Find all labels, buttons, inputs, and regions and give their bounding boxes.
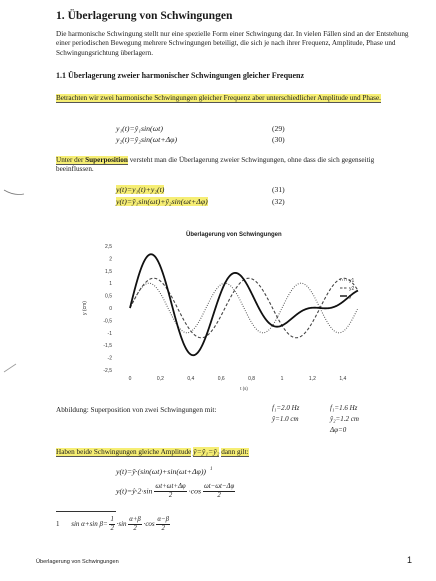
y-tick-label: -2 [107, 355, 112, 362]
fn-fraction-2-den: 2 [161, 525, 165, 532]
y-tick-label: 1 [109, 281, 112, 288]
x-tick-label: 0,2 [156, 376, 164, 382]
fn-fraction-1-num: α+β [129, 516, 141, 523]
param-f2: f₁=1.6 Hz [330, 404, 358, 412]
equation-b-cos: ·cos [188, 486, 201, 496]
equation-number-29: (29) [272, 124, 285, 133]
fn-fraction-0-num: 1 [110, 516, 114, 523]
fraction-2-num: ωt−ωt−Δφ [203, 483, 235, 490]
y-tick-label: -2,5 [103, 368, 112, 374]
footnote-sin: ·sin [116, 520, 127, 529]
equation-number-30: (30) [272, 135, 285, 144]
x-tick-label: 0,6 [217, 376, 225, 382]
equation-31-text: y(t)=y₁(t)+y₂(t) [116, 185, 165, 194]
page-number: 1 [407, 555, 413, 565]
x-tick-label: 0,4 [187, 376, 195, 382]
legend-label-y: y [349, 294, 352, 300]
x-tick-label: 0 [128, 376, 132, 382]
equation-29: y₁(t)=ŷ₁sin(ωt) [116, 124, 163, 133]
fn-fraction-1-den: 2 [133, 525, 137, 532]
para2-start: Unter der [56, 156, 86, 164]
fraction-1-den: 2 [168, 492, 173, 499]
fn-fraction-2 [156, 516, 170, 533]
equation-32-text: y(t)=ŷ₁sin(ωt)+ŷ₂sin(ωt+Δφ) [116, 197, 208, 206]
highlighted-text: Betrachten wir zwei harmonische Schwingungen gleicher Frequenz aber unterschiedlicher Amplitude und Phase. [56, 94, 381, 102]
equation-a-text: y(t)=ŷ·(sin(ωt)+sin(ωt+Δφ)) [116, 467, 207, 476]
x-axis-label: t (s) [240, 386, 248, 391]
y-tick-label: -1,5 [103, 343, 112, 350]
section-heading: 1.1 Überlagerung zweier harmonischer Schwingungen gleicher Frequenz [56, 71, 305, 80]
paragraph-3 [56, 447, 356, 457]
param-f1: f₁=2.0 Hz [272, 404, 300, 412]
y-tick-label: -1 [107, 330, 112, 337]
para3-end: dann gilt: [221, 448, 249, 456]
fn-fraction-2-num: α−β [157, 516, 169, 523]
fn-fraction-1 [128, 516, 142, 533]
equation-b-prefix: y(t)=ŷ·2·sin [116, 486, 153, 496]
y-tick-label: 2 [109, 256, 112, 263]
para3-text: Haben beide Schwingungen gleiche Amplitude [56, 448, 192, 456]
superposition-term: Superposition [85, 156, 128, 164]
footnote-separator [56, 511, 116, 512]
chart-title: Überlagerung von Schwingungen [186, 232, 282, 238]
x-tick-label: 1 [280, 376, 284, 382]
para2-rest: versteht man die Überlagerung zweier Schwingungen, ohne dass die sich gegenseitig beeinflussen. [56, 156, 375, 174]
paragraph-2 [56, 156, 406, 175]
legend-label-y2: y2 [349, 286, 355, 292]
fraction-1 [154, 483, 186, 500]
param-dphi: Δφ=0 [330, 426, 347, 434]
y-tick-label: 1,5 [105, 268, 112, 275]
footnote-mark: 1 [56, 520, 60, 529]
equation-number-31: (31) [272, 185, 285, 194]
equation-number-32: (32) [272, 197, 285, 206]
footnote-cos: ·cos [143, 520, 155, 529]
equation-30: y₂(t)=ŷ₂sin(ωt+Δφ) [116, 135, 178, 144]
y-tick-label: 2,5 [105, 244, 112, 250]
series-y-line [130, 254, 358, 355]
paragraph-1 [56, 94, 396, 103]
param-y2: ŷ₂=1.2 cm [330, 415, 359, 423]
x-tick-label: 0,8 [248, 376, 256, 382]
y-tick-label: 0,5 [105, 293, 112, 300]
param-y1: ŷ=1.0 cm [272, 415, 299, 423]
figure-caption: Abbildung: Superposition von zwei Schwingungen mit: [56, 406, 217, 414]
fraction-2-den: 2 [217, 492, 221, 499]
equation-a [116, 467, 213, 476]
footnote [56, 516, 170, 533]
equation-b [116, 483, 235, 500]
x-tick-label: 1,2 [308, 376, 316, 382]
page-footer: Überlagerung von Schwingungen [36, 559, 119, 565]
fraction-2 [203, 483, 235, 500]
footnote-ref: 1 [210, 467, 213, 473]
y-tick-label: 0 [109, 306, 112, 312]
fraction-1-num: ωt+ωt+Δφ [155, 483, 186, 490]
legend-label-y1: y1 [349, 278, 355, 284]
page-heading: 1. Überlagerung von Schwingungen [56, 9, 233, 22]
y-axis-label: y (cm) [82, 301, 88, 315]
equation-32 [116, 197, 208, 206]
fn-fraction-0 [109, 516, 114, 533]
fn-fraction-0-den: 2 [110, 525, 114, 532]
x-tick-label: 1,4 [339, 376, 347, 382]
footnote-prefix: sin α+sin β= [71, 520, 108, 529]
superposition-chart [78, 240, 388, 400]
intro-paragraph: Die harmonische Schwingung stellt nur eine spezielle Form einer Schwingung dar. In vielen Fällen sind an der Entstehung einer periodischen Bewegung mehrere Schwingungen beteiligt, die sich je nach ihrer Frequenz, Amplitude, Phase und Schwingungsrichtung überlagern. [56, 30, 409, 57]
equation-31 [116, 185, 164, 194]
para3-equation: ŷ=ŷ₁=ŷ₂ [193, 447, 220, 456]
y-tick-label: -0,5 [103, 318, 112, 325]
